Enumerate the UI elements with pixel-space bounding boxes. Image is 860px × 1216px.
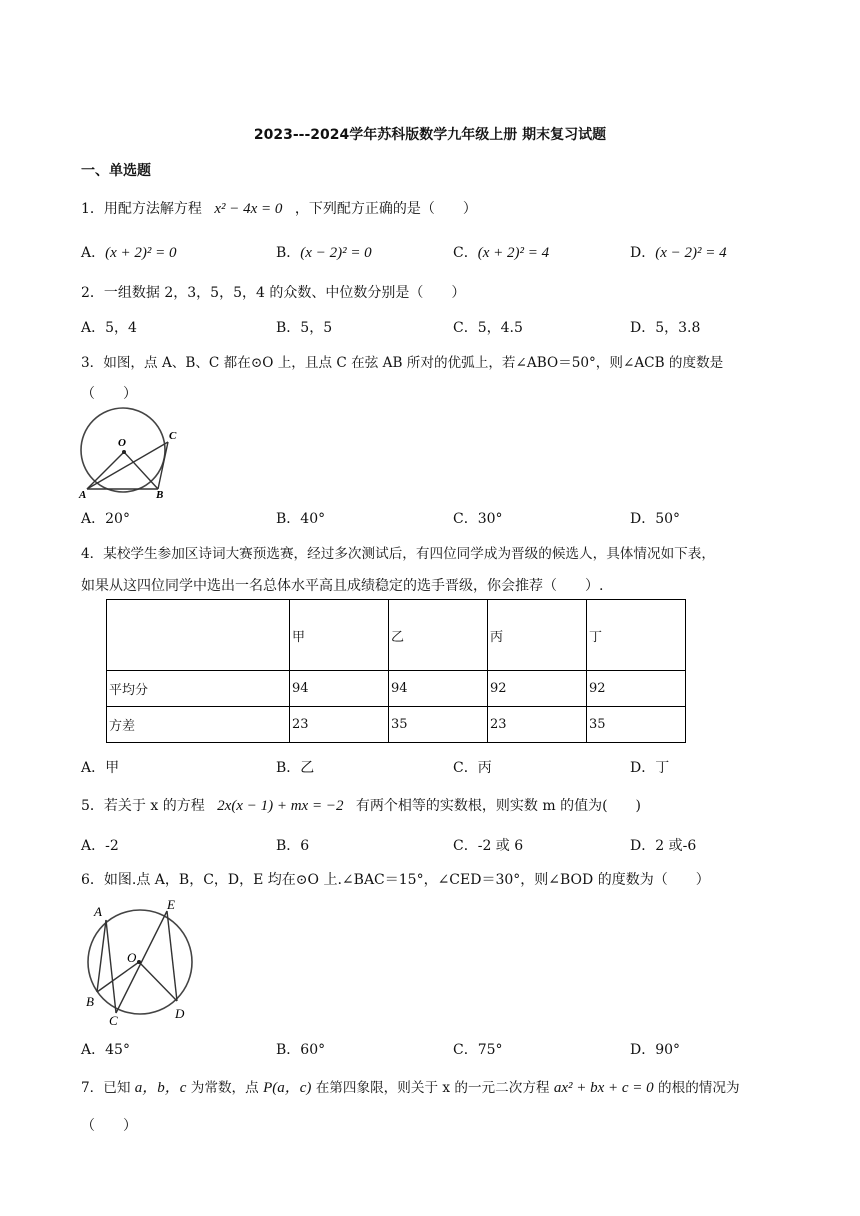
table-cell: 23 [290, 707, 389, 743]
q7-equation: ax² + bx + c = 0 [553, 1080, 654, 1096]
question-3-line2: （ ） [81, 386, 137, 402]
q4-option-d: D．丁 [630, 760, 670, 776]
table-cell: 92 [587, 671, 686, 707]
table-cell: 35 [587, 707, 686, 743]
q3-option-a: A．20° [81, 511, 130, 527]
q7-mid1: 为常数，点 [190, 1080, 259, 1096]
q1-option-b: B．(x − 2)² = 0 [276, 245, 372, 261]
q2-option-a: A．5，4 [81, 320, 137, 336]
q5-suffix: 有两个相等的实数根，则实数 m 的值为( ) [355, 798, 642, 814]
question-4-line1: 4．某校学生参加区诗词大赛预选赛，经过多次测试后，有四位同学成为晋级的候选人，具体情况如下表， [81, 546, 715, 562]
q3-label-a: A [79, 489, 87, 500]
q1-option-d: D．(x − 2)² = 4 [630, 245, 727, 261]
q6-circle-figure [80, 896, 198, 1030]
q6-label-b: B [86, 994, 94, 1009]
q4-option-c: C．丙 [453, 760, 492, 776]
q1-equation: x² − 4x = 0 [214, 201, 283, 217]
question-3-line1: 3．如图，点 A、B、C 都在⊙O 上，且点 C 在弦 AB 所对的优弧上，若∠ABO＝50°，则∠ACB 的度数是 [81, 355, 724, 371]
table-header-cell: 丁 [587, 600, 686, 671]
q7-suffix: 的根的情况为 [658, 1080, 740, 1096]
q7-mid2: 在第四象限，则关于 x 的一元二次方程 [315, 1080, 550, 1096]
q6-option-d: D．90° [630, 1042, 681, 1058]
q3-label-b: B [156, 489, 164, 500]
q3-option-d: D．50° [630, 511, 681, 527]
section-heading: 一、单选题 [81, 163, 151, 179]
question-4-line2: 如果从这四位同学中选出一名总体水平高且成绩稳定的选手晋级，你会推荐（ ）. [81, 578, 604, 594]
q6-option-b: B．60° [276, 1042, 326, 1058]
q1-option-c: C．(x + 2)² = 4 [453, 245, 550, 261]
q5-option-d: D．2 或-6 [630, 838, 697, 854]
table-header-cell: 乙 [389, 600, 488, 671]
table-cell: 94 [389, 671, 488, 707]
q6-option-c: C．75° [453, 1042, 503, 1058]
q6-label-e: E [167, 897, 175, 912]
q3-option-b: B．40° [276, 511, 326, 527]
q3-label-o: O [118, 437, 126, 449]
q2-option-b: B．5，5 [276, 320, 333, 336]
q5-option-b: B．6 [276, 838, 310, 854]
q4-score-table [106, 599, 686, 743]
table-header-cell: 丙 [488, 600, 587, 671]
q5-option-a: A．-2 [81, 838, 119, 854]
question-7-line2: （ ） [81, 1118, 137, 1134]
q6-option-a: A．45° [81, 1042, 130, 1058]
q7-prefix: 7．已知 [81, 1080, 131, 1096]
table-cell: 94 [290, 671, 389, 707]
question-1 [81, 198, 477, 218]
q1-prefix: 1．用配方法解方程 [81, 201, 202, 217]
q6-label-a: A [94, 904, 102, 919]
table-cell: 35 [389, 707, 488, 743]
q5-prefix: 5．若关于 x 的方程 [81, 798, 205, 814]
q2-option-d: D．5，3.8 [630, 320, 701, 336]
q5-option-c: C．-2 或 6 [453, 838, 524, 854]
q3-circle-figure [78, 404, 182, 500]
q4-option-a: A．甲 [81, 760, 120, 776]
q1-suffix: ，下列配方正确的是（ ） [294, 201, 477, 217]
q6-label-d: D [175, 1006, 185, 1021]
table-row [107, 707, 686, 743]
question-5 [81, 795, 641, 815]
q6-label-o: O [127, 950, 137, 965]
q3-option-c: C．30° [453, 511, 503, 527]
q7-vars: a，b，c [134, 1080, 187, 1096]
q6-label-c: C [109, 1013, 118, 1028]
question-6: 6．如图.点 A，B，C，D，E 均在⊙O 上.∠BAC＝15°，∠CED＝30°，则∠BOD 的度数为（ ） [81, 872, 710, 888]
q1-option-a: A．(x + 2)² = 0 [81, 245, 177, 261]
question-7 [81, 1076, 740, 1097]
table-cell: 92 [488, 671, 587, 707]
table-header-cell [107, 600, 290, 671]
question-2: 2．一组数据 2，3，5，5，4 的众数、中位数分别是（ ） [81, 285, 466, 301]
q4-option-b: B．乙 [276, 760, 315, 776]
table-header-cell: 甲 [290, 600, 389, 671]
table-cell: 23 [488, 707, 587, 743]
q7-point: P(a，c) [263, 1080, 312, 1096]
table-cell: 平均分 [107, 671, 290, 707]
table-row [107, 671, 686, 707]
q5-equation: 2x(x − 1) + mx = −2 [217, 798, 344, 814]
page-title: 2023---2024学年苏科版数学九年级上册 期末复习试题 [253, 127, 607, 143]
q3-label-c: C [169, 430, 177, 442]
q2-option-c: C．5，4.5 [453, 320, 523, 336]
table-cell: 方差 [107, 707, 290, 743]
